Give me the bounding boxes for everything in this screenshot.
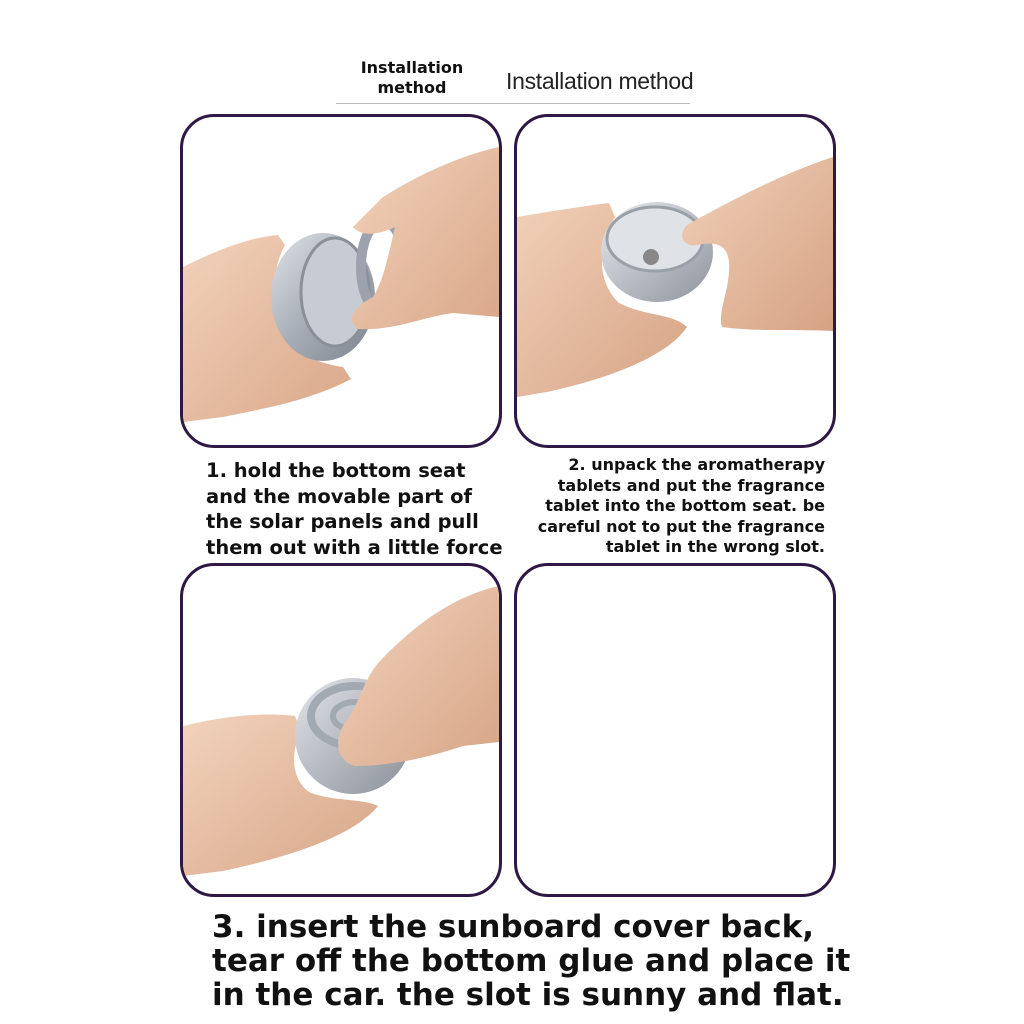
step-1-caption-line: the solar panels and pull — [206, 510, 479, 533]
right-hand — [352, 147, 499, 329]
step-1-caption-line: them out with a little force — [206, 535, 503, 559]
step-2-caption-line: tablets and put the fragrance — [557, 475, 825, 495]
step-2-caption-line: careful not to put the fragrance — [537, 516, 825, 536]
step-1-photo-frame — [180, 114, 502, 448]
right-hand — [338, 586, 499, 766]
header-divider — [336, 103, 690, 104]
step-2-caption-line: 2. unpack the aromatherapy — [568, 455, 825, 474]
step-3-photo-frame — [180, 563, 502, 897]
step-1-caption — [206, 458, 503, 560]
step-3-caption-line: tear off the bottom glue and place it — [212, 943, 851, 979]
header-title-bold — [352, 58, 472, 98]
header-title-bold-line-2: method — [377, 78, 447, 97]
step-3-caption — [212, 910, 850, 1012]
step-3-caption-line: 3. insert the sunboard cover back, — [212, 909, 815, 945]
header-title-bold-line-1: Installation — [360, 58, 464, 77]
step-2-caption — [520, 455, 825, 558]
step-2-caption-line: tablet in the wrong slot. — [605, 537, 825, 556]
step-1-caption-line: and the movable part of — [206, 484, 472, 508]
step-2-caption-line: tablet into the bottom seat. be — [545, 496, 825, 515]
step-3-photo — [183, 566, 499, 894]
header-title-light: Installation method — [506, 68, 694, 94]
step-1-caption-line: 1. hold the bottom seat — [206, 459, 466, 482]
step-2-photo — [517, 117, 833, 445]
step-1-photo — [183, 117, 499, 445]
step-3-caption-line: in the car. the slot is sunny and flat. — [212, 977, 844, 1013]
step-2-photo-frame — [514, 114, 836, 448]
empty-photo-frame — [514, 563, 836, 897]
